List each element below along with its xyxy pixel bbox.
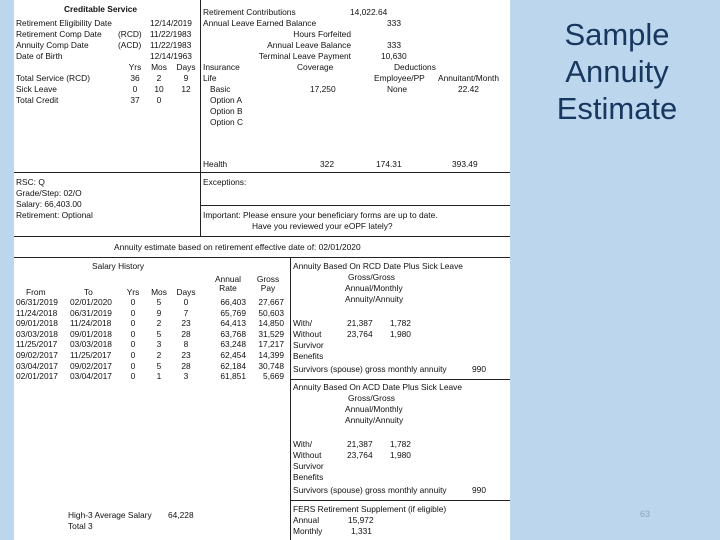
- from-header: From: [26, 287, 46, 297]
- annuity-rcd-benefits: Benefits: [293, 351, 324, 361]
- annuity-acd-title: Annuity Based On ACD Date Plus Sick Leave: [293, 382, 462, 392]
- salary-cell-days: 28: [181, 328, 191, 339]
- annual-leave-balance-value: 333: [387, 40, 401, 50]
- total-credit-mos: 0: [156, 95, 162, 105]
- salary-line: Salary: 66,403.00: [16, 199, 82, 209]
- life-basic-annuitant: 22.42: [458, 84, 479, 94]
- terminal-leave-value: 10,630: [381, 51, 407, 61]
- annuity-rcd-without-label: Without: [293, 329, 322, 339]
- salary-cell-gross: 17,217: [258, 339, 284, 350]
- salary-cell-days: 23: [181, 350, 191, 360]
- salary-cell-days: 8: [183, 339, 189, 350]
- total-service-mos: 2: [156, 73, 162, 83]
- annual-rate-header: Annual Rate: [214, 274, 242, 293]
- annuity-acd-without-label: Without: [293, 450, 322, 460]
- yrs-header: Yrs: [126, 287, 140, 297]
- salary-cell-mos: 5: [156, 328, 162, 339]
- salary-cell-from: 02/01/2017: [16, 371, 58, 382]
- salary-cell-mos: 9: [156, 307, 162, 318]
- salary-cell-yrs: 0: [130, 339, 136, 350]
- salary-cell-gross: 14,850: [258, 318, 284, 329]
- deductions-header: Deductions: [394, 62, 436, 72]
- high3-total: Total 3: [68, 521, 93, 531]
- salary-cell-mos: 5: [156, 360, 162, 371]
- annuity-rcd-survivor: Survivor: [293, 340, 324, 350]
- salary-cell-mos: 1: [156, 371, 162, 382]
- rcd-value: 11/22/1983: [150, 29, 192, 39]
- divider: [200, 205, 510, 206]
- life-basic-coverage: 17,250: [310, 84, 336, 94]
- total-credit-yrs: 37: [130, 95, 140, 105]
- insurance-header: Insurance: [203, 62, 240, 72]
- effective-date-line: Annuity estimate based on retirement effective date of: 02/01/2020: [114, 242, 361, 252]
- sick-leave-mos: 10: [154, 84, 164, 94]
- annuity-acd-without-annual: 23,764: [347, 450, 373, 460]
- salary-cell-to: 03/04/2017: [70, 371, 112, 382]
- dob-value: 12/14/1963: [150, 51, 192, 61]
- annuity-acd-survivors-label: Survivors (spouse) gross monthly annuity: [293, 485, 447, 495]
- salary-history-header: Salary History: [92, 261, 145, 271]
- fers-supplement-title: FERS Retirement Supplement (if eligible): [293, 504, 447, 514]
- total-credit-label: Total Credit: [16, 95, 59, 105]
- divider: [290, 379, 510, 380]
- annuity-rcd-without-annual: 23,764: [347, 329, 373, 339]
- salary-cell-rate: 63,248: [220, 339, 246, 350]
- salary-cell-yrs: 0: [130, 360, 136, 371]
- annuity-acd-without-monthly: 1,980: [390, 450, 411, 460]
- exceptions-label: Exceptions:: [203, 177, 247, 187]
- salary-cell-from: 03/04/2017: [16, 360, 58, 371]
- annuity-rcd-with-monthly: 1,782: [390, 318, 411, 328]
- annuitant-month-header: Annuitant/Month: [438, 73, 499, 83]
- high3-label: High-3 Average Salary: [68, 510, 152, 520]
- salary-cell-yrs: 0: [130, 328, 136, 339]
- salary-cell-rate: 62,454: [220, 350, 246, 360]
- divider: [200, 0, 201, 236]
- health-annuitant: 393.49: [452, 159, 478, 169]
- terminal-leave-label: Terminal Leave Payment: [258, 51, 351, 61]
- salary-cell-from: 09/01/2018: [16, 318, 58, 329]
- annuity-rcd-without-monthly: 1,980: [390, 329, 411, 339]
- annuity-acd-with-annual: 21,387: [347, 439, 373, 449]
- creditable-service-header: Creditable Service: [64, 4, 138, 14]
- annuity-acd-benefits: Benefits: [293, 472, 324, 482]
- salary-cell-gross: 5,669: [263, 371, 284, 382]
- salary-cell-rate: 63,768: [220, 328, 246, 339]
- option-b: Option B: [210, 106, 243, 116]
- slide-title-line: Estimate: [556, 91, 678, 126]
- divider: [14, 236, 510, 237]
- annual-leave-earned-label: Annual Leave Earned Balance: [203, 18, 317, 28]
- salary-cell-days: 23: [181, 318, 191, 329]
- salary-cell-days: 7: [183, 307, 189, 318]
- salary-cell-gross: 27,667: [258, 297, 284, 307]
- life-label: Life: [203, 73, 217, 83]
- life-basic-label: Basic: [210, 84, 231, 94]
- salary-cell-to: 09/01/2018: [70, 328, 112, 339]
- salary-cell-to: 03/03/2018: [70, 339, 112, 350]
- total-service-yrs: 36: [130, 73, 140, 83]
- salary-cell-from: 11/25/2017: [16, 339, 58, 350]
- divider: [290, 257, 291, 540]
- sick-leave-label: Sick Leave: [16, 84, 57, 94]
- sick-leave-yrs: 0: [132, 84, 138, 94]
- salary-cell-to: 06/31/2019: [70, 307, 112, 318]
- life-basic-employee: None: [387, 84, 408, 94]
- salary-cell-from: 06/31/2019: [16, 297, 58, 307]
- gross-pay-header: Gross Pay: [256, 274, 280, 293]
- grade-step-line: Grade/Step: 02/O: [16, 188, 82, 198]
- option-a: Option A: [210, 95, 243, 105]
- annuity-rcd-survivors-label: Survivors (spouse) gross monthly annuity: [293, 364, 447, 374]
- divider: [290, 500, 510, 501]
- col-yrs: Yrs: [128, 62, 142, 72]
- retirement-contributions-value: 14,022.64: [350, 7, 388, 17]
- fers-monthly-value: 1,331: [351, 526, 372, 536]
- annuity-rcd-sub3: Annuity/Annuity: [345, 294, 404, 304]
- salary-cell-from: 09/02/2017: [16, 350, 58, 360]
- salary-cell-gross: 30,748: [258, 360, 284, 371]
- col-days: Days: [176, 62, 196, 72]
- important-line-1: Important: Please ensure your beneficiary forms are up to date.: [203, 210, 438, 220]
- retirement-contributions-label: Retirement Contributions: [203, 7, 296, 17]
- salary-cell-to: 11/25/2017: [70, 350, 112, 360]
- salary-cell-rate: 66,403: [220, 297, 246, 307]
- total-service-days: 9: [183, 73, 189, 83]
- salary-cell-from: 11/24/2018: [16, 307, 58, 318]
- salary-cell-days: 0: [183, 297, 189, 307]
- slide-title: [522, 16, 712, 127]
- annuity-acd-with-label: With/: [293, 439, 313, 449]
- health-coverage: 322: [320, 159, 334, 169]
- fers-annual-value: 15,972: [348, 515, 374, 525]
- salary-cell-days: 28: [181, 360, 191, 371]
- dob-label: Date of Birth: [16, 51, 63, 61]
- salary-cell-yrs: 0: [130, 297, 136, 307]
- annuity-estimate-document: [14, 0, 510, 540]
- employee-pp-header: Employee/PP: [374, 73, 425, 83]
- high3-value: 64,228: [168, 510, 194, 520]
- annuity-rcd-sub2: Annual/Monthly: [345, 283, 403, 293]
- sick-leave-days: 12: [181, 84, 191, 94]
- salary-cell-rate: 64,413: [220, 318, 246, 329]
- col-mos: Mos: [151, 62, 167, 72]
- annuity-acd-survivors-value: 990: [472, 485, 486, 495]
- slide-title-line: Sample: [564, 17, 670, 52]
- annuity-rcd-title: Annuity Based On RCD Date Plus Sick Leave: [293, 261, 463, 271]
- retirement-type-line: Retirement: Optional: [16, 210, 93, 220]
- annuity-acd-sub2: Annual/Monthly: [345, 404, 403, 414]
- annuity-acd-survivor: Survivor: [293, 461, 324, 471]
- salary-cell-days: 3: [183, 371, 189, 382]
- salary-cell-mos: 2: [156, 318, 162, 329]
- acd-label: Annuity Comp Date: [16, 40, 89, 50]
- annuity-rcd-with-annual: 21,387: [347, 318, 373, 328]
- annuity-acd-with-monthly: 1,782: [390, 439, 411, 449]
- fers-monthly-label: Monthly: [293, 526, 323, 536]
- total-service-label: Total Service (RCD): [16, 73, 90, 83]
- salary-cell-gross: 50,603: [258, 307, 284, 318]
- salary-cell-from: 03/03/2018: [16, 328, 58, 339]
- salary-cell-to: 11/24/2018: [70, 318, 112, 329]
- salary-cell-rate: 61,851: [220, 371, 246, 382]
- annual-leave-balance-label: Annual Leave Balance: [267, 40, 351, 50]
- coverage-header: Coverage: [297, 62, 334, 72]
- salary-cell-mos: 2: [156, 350, 162, 360]
- page-number: 63: [640, 509, 651, 519]
- annuity-acd-sub3: Annuity/Annuity: [345, 415, 404, 425]
- to-header: To: [84, 287, 93, 297]
- annual-leave-earned-value: 333: [387, 18, 401, 28]
- annuity-rcd-survivors-value: 990: [472, 364, 486, 374]
- slide-title-line: Annuity: [565, 54, 669, 89]
- rsc-line: RSC: Q: [16, 177, 45, 187]
- health-employee: 174.31: [376, 159, 402, 169]
- salary-cell-rate: 62,184: [220, 360, 246, 371]
- salary-cell-rate: 65,769: [220, 307, 246, 318]
- rcd-label: Retirement Comp Date: [16, 29, 102, 39]
- salary-cell-to: 02/01/2020: [70, 297, 112, 307]
- days-header: Days: [176, 287, 196, 297]
- salary-cell-to: 09/02/2017: [70, 360, 112, 371]
- fers-annual-label: Annual: [293, 515, 320, 525]
- salary-cell-mos: 5: [156, 297, 162, 307]
- salary-cell-yrs: 0: [130, 350, 136, 360]
- acd-code: (ACD): [118, 40, 142, 50]
- salary-cell-yrs: 0: [130, 371, 136, 382]
- mos-header: Mos: [151, 287, 167, 297]
- salary-cell-yrs: 0: [130, 318, 136, 329]
- retirement-eligibility-value: 12/14/2019: [150, 18, 192, 28]
- hours-forfeited-label: Hours Forfeited: [293, 29, 351, 39]
- salary-cell-yrs: 0: [130, 307, 136, 318]
- divider: [14, 172, 510, 173]
- divider: [14, 257, 510, 258]
- salary-cell-gross: 31,529: [258, 328, 284, 339]
- retirement-eligibility-label: Retirement Eligibility Date: [16, 18, 112, 28]
- annuity-rcd-with-label: With/: [293, 318, 313, 328]
- acd-value: 11/22/1983: [150, 40, 192, 50]
- annuity-rcd-sub1: Gross/Gross: [348, 272, 395, 282]
- salary-cell-mos: 3: [156, 339, 162, 350]
- health-label: Health: [203, 159, 228, 169]
- salary-cell-gross: 14,399: [258, 350, 284, 360]
- rcd-code: (RCD): [118, 29, 142, 39]
- option-c: Option C: [210, 117, 244, 127]
- annuity-acd-sub1: Gross/Gross: [348, 393, 395, 403]
- important-line-2: Have you reviewed your eOPF lately?: [252, 221, 393, 231]
